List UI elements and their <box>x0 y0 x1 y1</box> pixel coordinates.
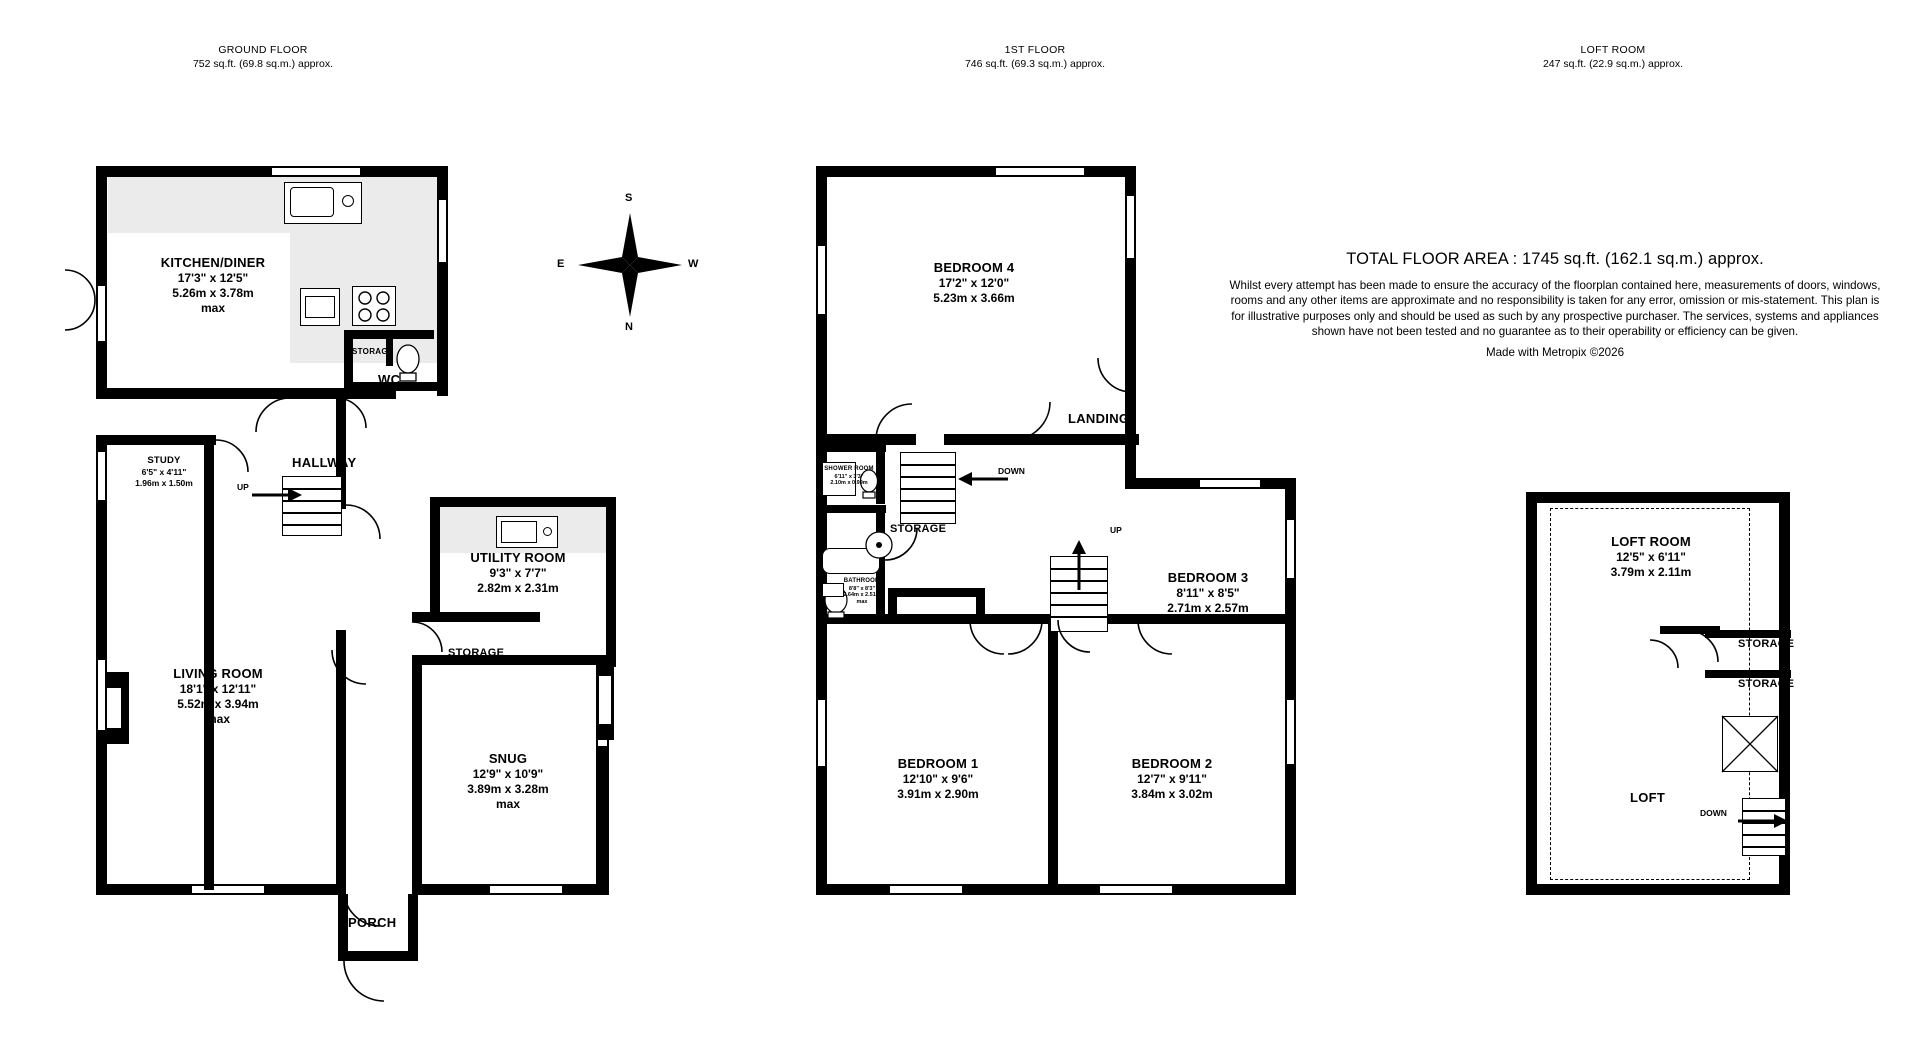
room-size-imperial: 12'9" x 10'9" <box>472 767 544 782</box>
room-size-max: max <box>856 599 868 606</box>
room-size-metric: 3.91m x 2.90m <box>897 787 979 802</box>
floor-title: 1ST FLOOR <box>1004 44 1066 56</box>
room-name: SNUG <box>488 751 528 766</box>
label-loft: LOFT <box>1630 790 1666 805</box>
floor-title: LOFT ROOM <box>1580 44 1646 56</box>
room-size-imperial: 9'3" x 7'7" <box>489 566 547 581</box>
room-size-metric: 3.79m x 2.11m <box>1610 565 1692 580</box>
label-first-storage: STORAGE <box>890 523 947 535</box>
room-size-max: max <box>205 712 231 727</box>
compass-label-w: W <box>688 258 699 270</box>
label-hallway: HALLWAY <box>292 455 357 470</box>
floor-title: GROUND FLOOR <box>218 44 308 56</box>
compass-label-n: N <box>625 321 633 333</box>
floor-area: 752 sq.ft. (69.8 sq.m.) approx. <box>192 58 334 71</box>
room-name: LOFT ROOM <box>1611 534 1691 549</box>
room-size-imperial: 8'11" x 8'5" <box>1176 586 1240 601</box>
room-name: BEDROOM 4 <box>933 260 1015 275</box>
room-size-imperial: 12'7" x 9'11" <box>1137 772 1207 787</box>
room-size-imperial: 12'5" x 6'11" <box>1616 550 1686 565</box>
room-size-metric: 2.71m x 2.57m <box>1167 601 1249 616</box>
total-floor-area: TOTAL FLOOR AREA : 1745 sq.ft. (162.1 sq.m.) approx. <box>1346 250 1764 268</box>
label-wc-storage: STORAGE <box>352 347 394 356</box>
room-size-metric: 5.52m x 3.94m <box>177 697 259 712</box>
floor-area: 247 sq.ft. (22.9 sq.m.) approx. <box>1542 58 1684 71</box>
door-arcs-first <box>780 0 1420 1053</box>
room-size-imperial: 8'8" x 8'3" <box>848 585 876 592</box>
room-size-metric: 2.82m x 2.31m <box>477 581 559 596</box>
label-landing: LANDING <box>1068 411 1130 426</box>
room-name: STUDY <box>147 455 181 466</box>
room-size-metric: 3.89m x 3.28m <box>467 782 549 797</box>
disclaimer-text: Whilst every attempt has been made to ensure the accuracy of the floorplan contained here, measurements of doors, windows, rooms and any other items are approximate and no responsibility is taken for any error, omission or mis-statement. This plan is for illustrative purposes only and should be used as such by any prospective purchaser. The services, systems and appliances shown have not been tested and no guarantee as to their operability or efficiency can be given. <box>1229 279 1881 338</box>
label-wc: WC <box>378 372 401 387</box>
door-arcs-ground <box>0 0 660 1053</box>
door-arcs-loft <box>1490 0 1820 1053</box>
room-size-metric: 2.64m x 2.51m <box>843 592 881 599</box>
label-storage: STORAGE <box>448 647 505 659</box>
floor-area: 746 sq.ft. (69.3 sq.m.) approx. <box>964 58 1106 71</box>
loft-floor-plan <box>1490 0 1820 1053</box>
room-size-imperial: 18'1" x 12'11" <box>179 682 257 697</box>
room-size-imperial: 17'3" x 12'5" <box>177 271 249 286</box>
first-stair-up-label: UP <box>1110 525 1122 535</box>
label-loft-storage-2: STORAGE <box>1738 678 1795 690</box>
room-size-imperial: 6'11" x 3'3" <box>834 473 864 480</box>
room-size-metric: 5.26m x 3.78m <box>172 286 254 301</box>
room-size-imperial: 17'2" x 12'0" <box>938 276 1010 291</box>
label-loft-storage-1: STORAGE <box>1738 638 1795 650</box>
room-name: LIVING ROOM <box>173 666 263 681</box>
room-name: KITCHEN/DINER <box>160 255 266 270</box>
room-size-imperial: 12'10" x 9'6" <box>902 772 974 787</box>
room-size-max: max <box>495 797 521 812</box>
credit-text: Made with Metropix ©2026 <box>1485 346 1625 360</box>
label-porch: PORCH <box>348 915 397 930</box>
first-stair-down-label: DOWN <box>998 466 1025 476</box>
room-size-metric: 3.84m x 3.02m <box>1131 787 1213 802</box>
room-name: BEDROOM 2 <box>1131 756 1213 771</box>
room-name: BATHROOM <box>843 578 881 584</box>
room-name: UTILITY ROOM <box>470 550 566 565</box>
room-size-imperial: 6'5" x 4'11" <box>141 466 187 477</box>
room-size-metric: 2.10m x 0.99m <box>830 480 868 487</box>
room-name: BEDROOM 3 <box>1167 570 1249 585</box>
room-size-max: max <box>200 301 226 316</box>
first-floor-plan <box>780 0 1420 1053</box>
compass-label-e: E <box>557 258 565 270</box>
loft-stair-down-label: DOWN <box>1700 808 1727 818</box>
compass-label-s: S <box>625 192 633 204</box>
room-size-metric: 5.23m x 3.66m <box>933 291 1015 306</box>
room-name: BEDROOM 1 <box>897 756 979 771</box>
ground-floor-plan <box>0 0 660 1053</box>
room-size-metric: 1.96m x 1.50m <box>135 477 193 488</box>
ground-stair-up-label: UP <box>237 482 249 492</box>
room-name: SHOWER ROOM <box>824 466 874 472</box>
